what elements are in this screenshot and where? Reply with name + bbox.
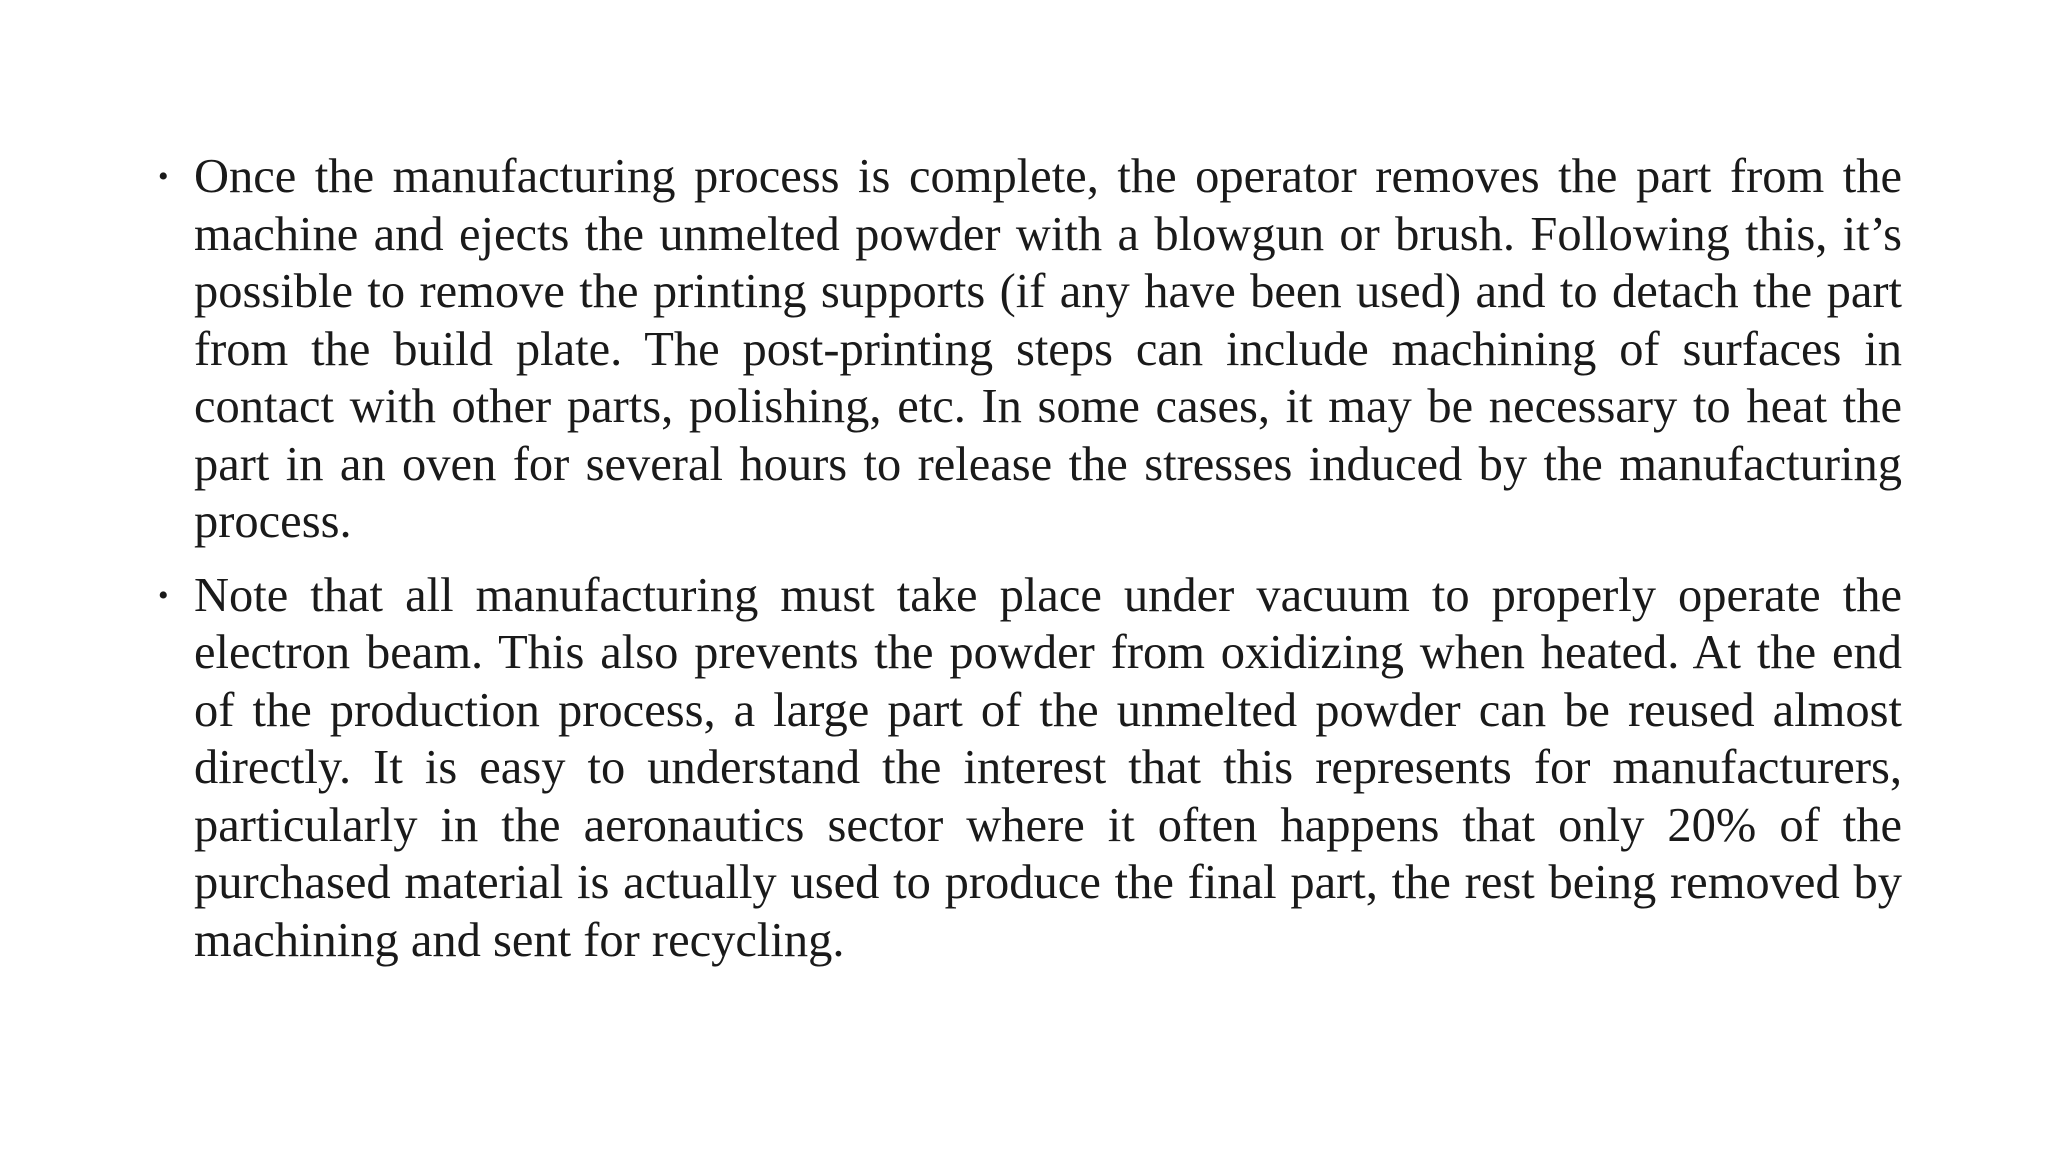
- bullet-dot-icon: •: [158, 160, 169, 193]
- bullet-list: [150, 148, 1902, 985]
- bullet-text-1: Once the manufacturing process is complete, the operator removes the part from the machine and ejects the unmelted powder with a blowgun or brush. Following this, it’s possible to remove the printing supports (if any have been used) and to detach the part from the build plate. The post-printing steps can include machining of surfaces in contact with other parts, polishing, etc. In some cases, it may be necessary to heat the part in an oven for several hours to release the stresses induced by the manufacturing process.: [194, 150, 1902, 548]
- bullet-text-2: Note that all manufacturing must take place under vacuum to properly operate the electron beam. This also prevents the powder from oxidizing when heated. At the end of the production process, a large part of the unmelted powder can be reused almost directly. It is easy to understand the interest that this represents for manufacturers, particularly in the aeronautics sector where it often happens that only 20% of the purchased material is actually used to produce the final part, the rest being removed by machining and sent for recycling.: [194, 568, 1902, 967]
- bullet-item-2: [150, 567, 1902, 970]
- bullet-dot-icon: •: [158, 578, 169, 612]
- bullet-item-1: [150, 148, 1902, 551]
